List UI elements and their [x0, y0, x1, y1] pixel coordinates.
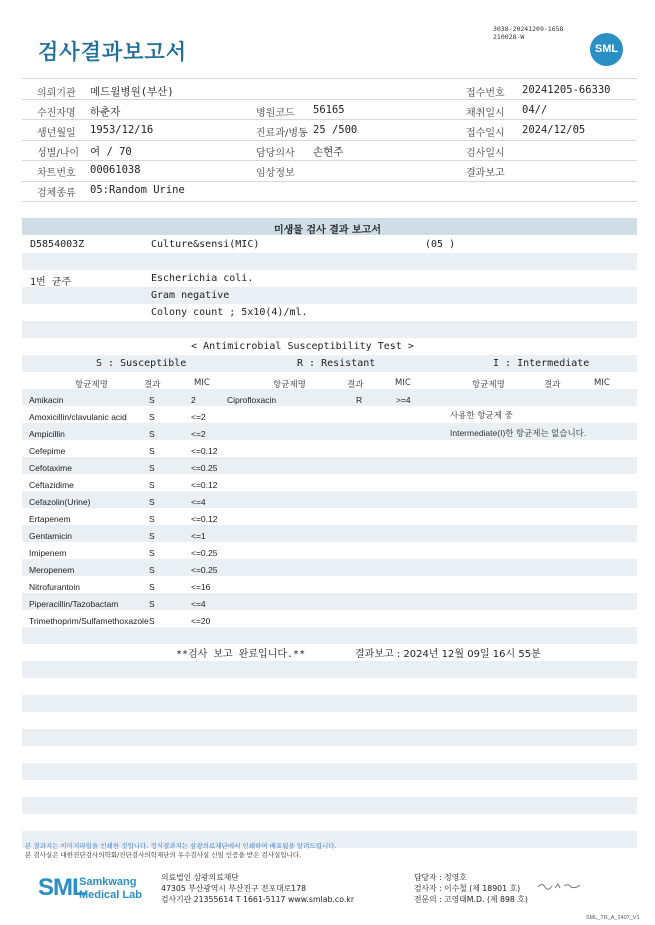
- lab-name: [79, 876, 142, 902]
- info-label: 차트번호: [37, 168, 76, 179]
- col-header-drug-3: 항균제명: [472, 380, 505, 390]
- staff-specialist: 전문의 : 고영태M.D. (제 898 호): [414, 895, 528, 904]
- antibiotic-res: S: [149, 412, 155, 422]
- info-value: 25 /500: [313, 124, 358, 136]
- info-label: 검체종류: [37, 188, 76, 199]
- antibiotic-res: S: [149, 548, 155, 558]
- report-band: [22, 253, 637, 270]
- antibiotic-name: Amikacin: [29, 395, 64, 405]
- report-section-title: 미생물 검사 결과 보고서: [273, 225, 382, 236]
- antibiotic-res: S: [149, 480, 155, 490]
- signature: [536, 881, 584, 891]
- legend-resistant: R : Resistant: [297, 358, 376, 369]
- lab-org: 의료법인 삼광의료재단: [161, 873, 239, 882]
- footer-note-image: 본 결과지는 이미지파일을 인쇄한 것입니다. 정식결과지는 삼광의료재단에서 인쇄하여 배포됨을 알려드립니다.: [25, 842, 337, 850]
- antibiotic-name: Cefazolin(Urine): [29, 497, 91, 507]
- antibiotic-res: S: [149, 395, 155, 405]
- antibiotic-name: Cefepime: [29, 446, 66, 456]
- col-header-drug-1: 항균제명: [75, 380, 108, 390]
- report-band: [22, 763, 637, 780]
- info-value: 04//: [522, 104, 548, 116]
- info-divider: [22, 119, 637, 120]
- col-header-mic-2: MIC: [395, 378, 411, 388]
- antibiotic-name: Amoxicillin/clavulanic acid: [29, 412, 127, 422]
- lab-address: 47305 부산광역시 부산진구 전포대로178: [161, 884, 307, 893]
- antibiotic-res: S: [149, 463, 155, 473]
- antibiotic-mic: <=0.25: [191, 463, 218, 473]
- page-title: 검사결과보고서: [38, 40, 188, 64]
- info-divider: [22, 140, 637, 141]
- antibiotic-mic: <=4: [191, 497, 206, 507]
- info-value: 손현주: [313, 146, 344, 158]
- report-band: [22, 525, 637, 542]
- info-label: 검사일시: [466, 148, 505, 159]
- antibiotic-mic: <=4: [191, 599, 206, 609]
- test-code: D5854003Z: [30, 239, 85, 250]
- info-label: 생년월일: [37, 128, 76, 139]
- report-band: [22, 627, 637, 644]
- col-header-mic-1: MIC: [194, 378, 210, 388]
- info-label: 진료과/병동: [256, 128, 308, 139]
- info-value: 05:Random Urine: [90, 184, 185, 196]
- antibiotic-name: Ceftazidime: [29, 480, 74, 490]
- report-band: [22, 457, 637, 474]
- form-code: SML_TR_A_2407_V1: [586, 915, 640, 921]
- antibiotic-res: S: [149, 497, 155, 507]
- lab-name-line1: Samkwang: [79, 876, 137, 888]
- info-divider: [22, 160, 637, 161]
- organism-line-3: Colony count ; 5x10(4)/ml.: [151, 307, 308, 318]
- staff-block: [414, 872, 528, 905]
- document-id-line1: 3038-20241209-1658: [493, 25, 564, 33]
- antibiotic-res: S: [149, 599, 155, 609]
- antibiotic-mic: <=20: [191, 616, 211, 626]
- info-divider: [22, 78, 637, 79]
- intermediate-note-1: 사용한 항균제 중: [450, 411, 513, 421]
- antibiotic-mic: >=4: [396, 395, 411, 405]
- antibiotic-mic: <=0.12: [191, 480, 218, 490]
- antibiotic-name: Trimethoprim/Sulfamethoxazole: [29, 616, 149, 626]
- antibiotic-mic: <=0.25: [191, 548, 218, 558]
- report-band: [22, 695, 637, 712]
- antibiotic-mic: <=0.12: [191, 514, 218, 524]
- info-label: 수진자명: [37, 108, 76, 119]
- info-divider: [22, 99, 637, 100]
- antibiotic-mic: <=0.25: [191, 565, 218, 575]
- footer-note-certification: 본 검사실은 대한진단검사의학회/진단검사의학재단의 우수검사실 신임 인증을 받은 검사실입니다.: [25, 851, 302, 859]
- document-id: [493, 25, 563, 41]
- antibiotic-name: Cefotaxime: [29, 463, 72, 473]
- footer-logo: SML: [38, 874, 86, 901]
- legend-susceptible: S : Susceptible: [96, 358, 187, 369]
- sml-logo: SML: [590, 33, 623, 66]
- antibiotic-mic: <=2: [191, 412, 206, 422]
- antibiotic-res: R: [356, 395, 363, 405]
- organism-line-1: Escherichia coli.: [151, 273, 254, 284]
- report-band: [22, 661, 637, 678]
- antibiotic-name: Ampicillin: [29, 429, 65, 439]
- staff-manager: 담당자 : 정영호: [414, 873, 467, 882]
- info-divider: [22, 201, 637, 202]
- info-value: 하춘자: [90, 106, 121, 118]
- col-header-result-3: 결과: [544, 380, 561, 390]
- col-header-drug-2: 항균제명: [273, 380, 306, 390]
- info-label: 임상정보: [256, 168, 295, 179]
- antibiotic-mic: <=0.12: [191, 446, 218, 456]
- info-value: 메드윌병원(부산): [90, 86, 174, 98]
- legend-intermediate: I : Intermediate: [493, 358, 590, 369]
- info-label: 결과보고: [466, 168, 505, 179]
- lab-name-line2: Medical Lab: [79, 889, 142, 901]
- info-value: 1953/12/16: [90, 124, 154, 136]
- report-band: [22, 491, 637, 508]
- antibiotic-mic: <=16: [191, 582, 211, 592]
- report-band: [22, 287, 637, 304]
- lab-address-block: [161, 872, 354, 905]
- antibiotic-res: S: [149, 446, 155, 456]
- info-value: 00061038: [90, 164, 141, 176]
- info-label: 담당의사: [256, 148, 295, 159]
- info-label: 채취일시: [466, 108, 505, 119]
- antibiotic-name: Gentamicin: [29, 531, 72, 541]
- antibiotic-res: S: [149, 514, 155, 524]
- info-label: 성별/나이: [37, 148, 80, 159]
- antibiotic-mic: <=1: [191, 531, 206, 541]
- antibiotic-res: S: [149, 582, 155, 592]
- report-band: [22, 321, 637, 338]
- antibiotic-name: Nitrofurantoin: [29, 582, 81, 592]
- antibiotic-name: Imipenem: [29, 548, 67, 558]
- antibiotic-res: S: [149, 531, 155, 541]
- info-value: 여 / 70: [90, 146, 132, 158]
- organism-label: 1번 균주: [30, 277, 72, 288]
- antibiotic-res: S: [149, 565, 155, 575]
- test-name: Culture&sensi(MIC): [151, 239, 260, 250]
- report-band: [22, 729, 637, 746]
- antibiotic-name: Ertapenem: [29, 514, 71, 524]
- organism-line-2: Gram negative: [151, 290, 230, 301]
- report-timestamp: 결과보고 : 2024년 12월 09일 16시 55분: [355, 649, 541, 660]
- antibiotic-mic: 2: [191, 395, 196, 405]
- info-value: 56165: [313, 104, 345, 116]
- antibiotic-name: Meropenem: [29, 565, 75, 575]
- info-value: 2024/12/05: [522, 124, 586, 136]
- info-label: 접수번호: [466, 88, 505, 99]
- col-header-mic-3: MIC: [594, 378, 610, 388]
- report-band: [22, 559, 637, 576]
- staff-tester: 검사자 : 이수철 (제 18901 호): [414, 884, 521, 893]
- antibiotic-name: Piperacillin/Tazobactam: [29, 599, 119, 609]
- document-id-line2: 210028-W: [493, 33, 525, 41]
- report-band: [22, 797, 637, 814]
- info-label: 접수일시: [466, 128, 505, 139]
- antibiotic-mic: <=2: [191, 429, 206, 439]
- info-divider: [22, 181, 637, 182]
- ast-title: < Antimicrobial Susceptibility Test >: [191, 341, 414, 352]
- lab-contact: 검사기관 21355614 T 1661-5117 www.smlab.co.kr: [161, 895, 355, 904]
- report-complete-message: **검사 보고 완료입니다.**: [176, 649, 306, 660]
- info-label: 병원코드: [256, 108, 295, 119]
- report-band: [22, 389, 637, 406]
- antibiotic-name: Ciprofloxacin: [227, 395, 277, 405]
- info-value: 20241205-66330: [522, 84, 611, 96]
- test-number: (05 ): [425, 239, 456, 250]
- antibiotic-res: S: [149, 429, 155, 439]
- col-header-result-1: 결과: [144, 380, 161, 390]
- antibiotic-res: S: [149, 616, 155, 626]
- info-label: 의뢰기관: [37, 88, 76, 99]
- intermediate-note-2: Intermediate(I)한 항균제는 없습니다.: [450, 428, 587, 438]
- col-header-result-2: 결과: [347, 380, 364, 390]
